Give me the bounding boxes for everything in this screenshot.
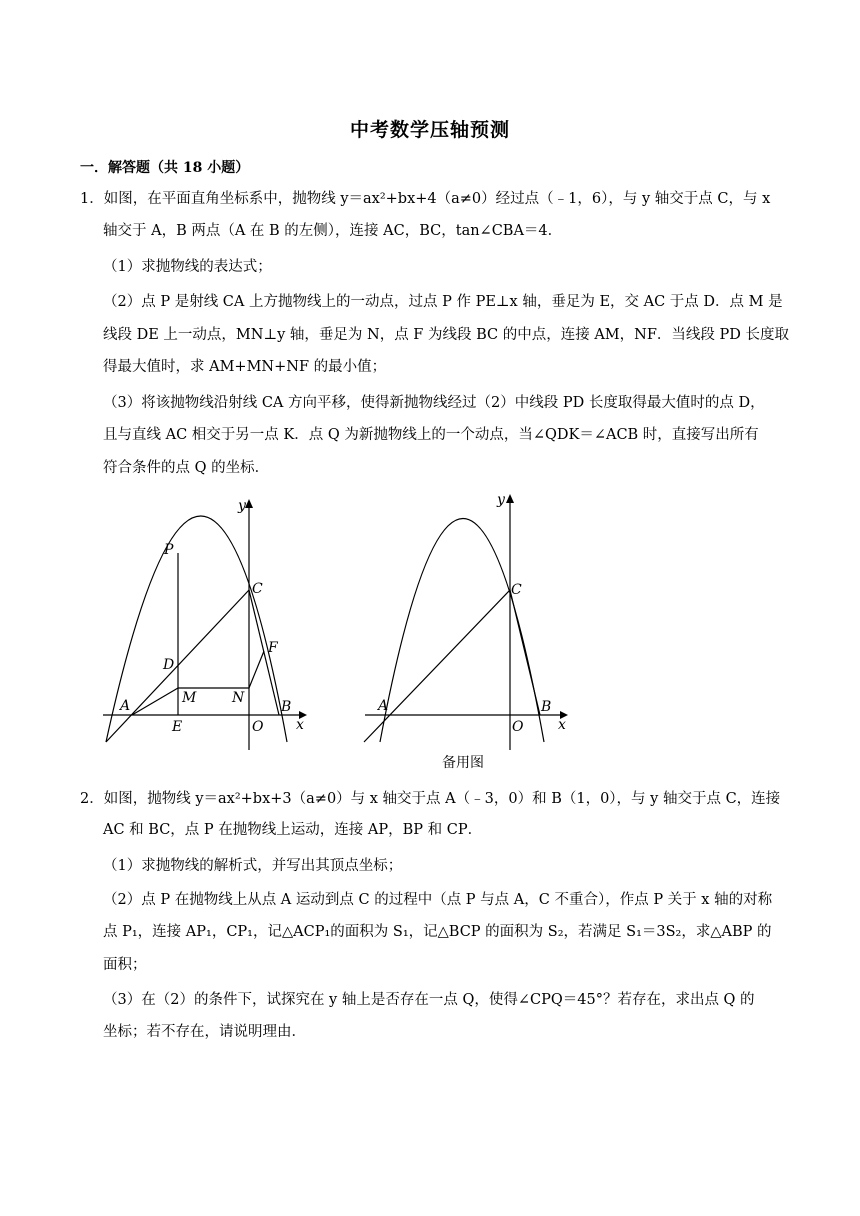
fig1-label-F: F bbox=[268, 640, 278, 656]
q1-part-2-line-1: （2）点 P 是射线 CA 上方抛物线上的一动点，过点 P 作 PE⊥x 轴，垂足为 E，交 AC 于点 D．点 M 是 bbox=[103, 294, 783, 310]
q1-part-3-line-1: （3）将该抛物线沿射线 CA 方向平移，使得新抛物线经过（2）中线段 PD 长度取得最大值时的点 D， bbox=[103, 395, 765, 411]
fig1-label-O: O bbox=[252, 719, 264, 735]
q1-part-2-line-3: 得最大值时，求 AM+MN+NF 的最小值； bbox=[103, 359, 387, 375]
fig2-label-A: A bbox=[378, 698, 389, 714]
q2-part-2-line-1: （2）点 P 在抛物线上从点 A 运动到点 C 的过程中（点 P 与点 A，C 不重合），作点 P 关于 x 轴的对称 bbox=[103, 892, 773, 908]
page-title: 中考数学压轴预测 bbox=[349, 119, 510, 141]
q2-part-2-line-3: 面积； bbox=[103, 957, 147, 973]
figure-2 bbox=[355, 485, 580, 750]
fig1-label-A: A bbox=[120, 698, 131, 714]
q1-part-3-line-2: 且与直线 AC 相交于另一点 K．点 Q 为新抛物线上的一个动点，当∠QDK＝∠ACB 时，直接写出所有 bbox=[103, 427, 759, 443]
q2-part-2-line-2: 点 P₁，连接 AP₁，CP₁，记△ACP₁的面积为 S₁，记△BCP 的面积为 S₂，若满足 S₁＝3S₂，求△ABP 的 bbox=[103, 924, 772, 940]
fig1-label-P: P bbox=[164, 542, 174, 558]
q1-part-3-line-3: 符合条件的点 Q 的坐标． bbox=[103, 460, 270, 476]
fig2-label-O: O bbox=[512, 719, 524, 735]
fig1-label-x: x bbox=[296, 717, 304, 733]
q1-line-2: 轴交于 A，B 两点（A 在 B 的左侧），连接 AC，BC，tan∠CBA＝4． bbox=[103, 223, 563, 239]
q1-part-1: （1）求抛物线的表达式； bbox=[103, 259, 272, 275]
fig2-label-x: x bbox=[558, 717, 566, 733]
fig1-label-M: M bbox=[182, 690, 197, 706]
q2-line-2: AC 和 BC，点 P 在抛物线上运动，连接 AP，BP 和 CP． bbox=[103, 822, 483, 838]
fig2-label-B: B bbox=[541, 699, 552, 715]
q2-line-1: 2．如图，抛物线 y＝ax²+bx+3（a≠0）与 x 轴交于点 A（﹣3，0）和 B（1，0），与 y 轴交于点 C，连接 bbox=[80, 791, 781, 807]
q1-part-2-line-2: 线段 DE 上一动点，MN⊥y 轴，垂足为 N，点 F 为线段 BC 的中点，连接 AM，NF．当线段 PD 长度取 bbox=[103, 327, 789, 343]
fig1-label-y: y bbox=[238, 498, 246, 514]
fig2-caption: 备用图 bbox=[442, 755, 484, 771]
fig1-label-D: D bbox=[163, 657, 175, 673]
fig2-label-C: C bbox=[511, 582, 522, 598]
section-heading: 一．解答题（共 18 小题） bbox=[80, 160, 250, 176]
q1-line-1: 1．如图，在平面直角坐标系中，抛物线 y＝ax²+bx+4（a≠0）经过点（﹣1，6），与 y 轴交于点 C，与 x bbox=[80, 191, 771, 207]
fig2-label-y: y bbox=[497, 492, 505, 508]
q2-part-3-line-1: （3）在（2）的条件下，试探究在 y 轴上是否存在一点 Q，使得∠CPQ＝45°？若存在，求出点 Q 的 bbox=[103, 992, 755, 1008]
q2-part-1: （1）求抛物线的解析式，并写出其顶点坐标； bbox=[103, 858, 403, 874]
fig1-label-B: B bbox=[281, 699, 292, 715]
fig1-label-C: C bbox=[252, 581, 263, 597]
fig1-label-N: N bbox=[232, 690, 245, 706]
figure-1 bbox=[100, 490, 320, 750]
q2-part-3-line-2: 坐标；若不存在，请说明理由． bbox=[103, 1024, 306, 1040]
fig1-label-E: E bbox=[172, 719, 183, 735]
